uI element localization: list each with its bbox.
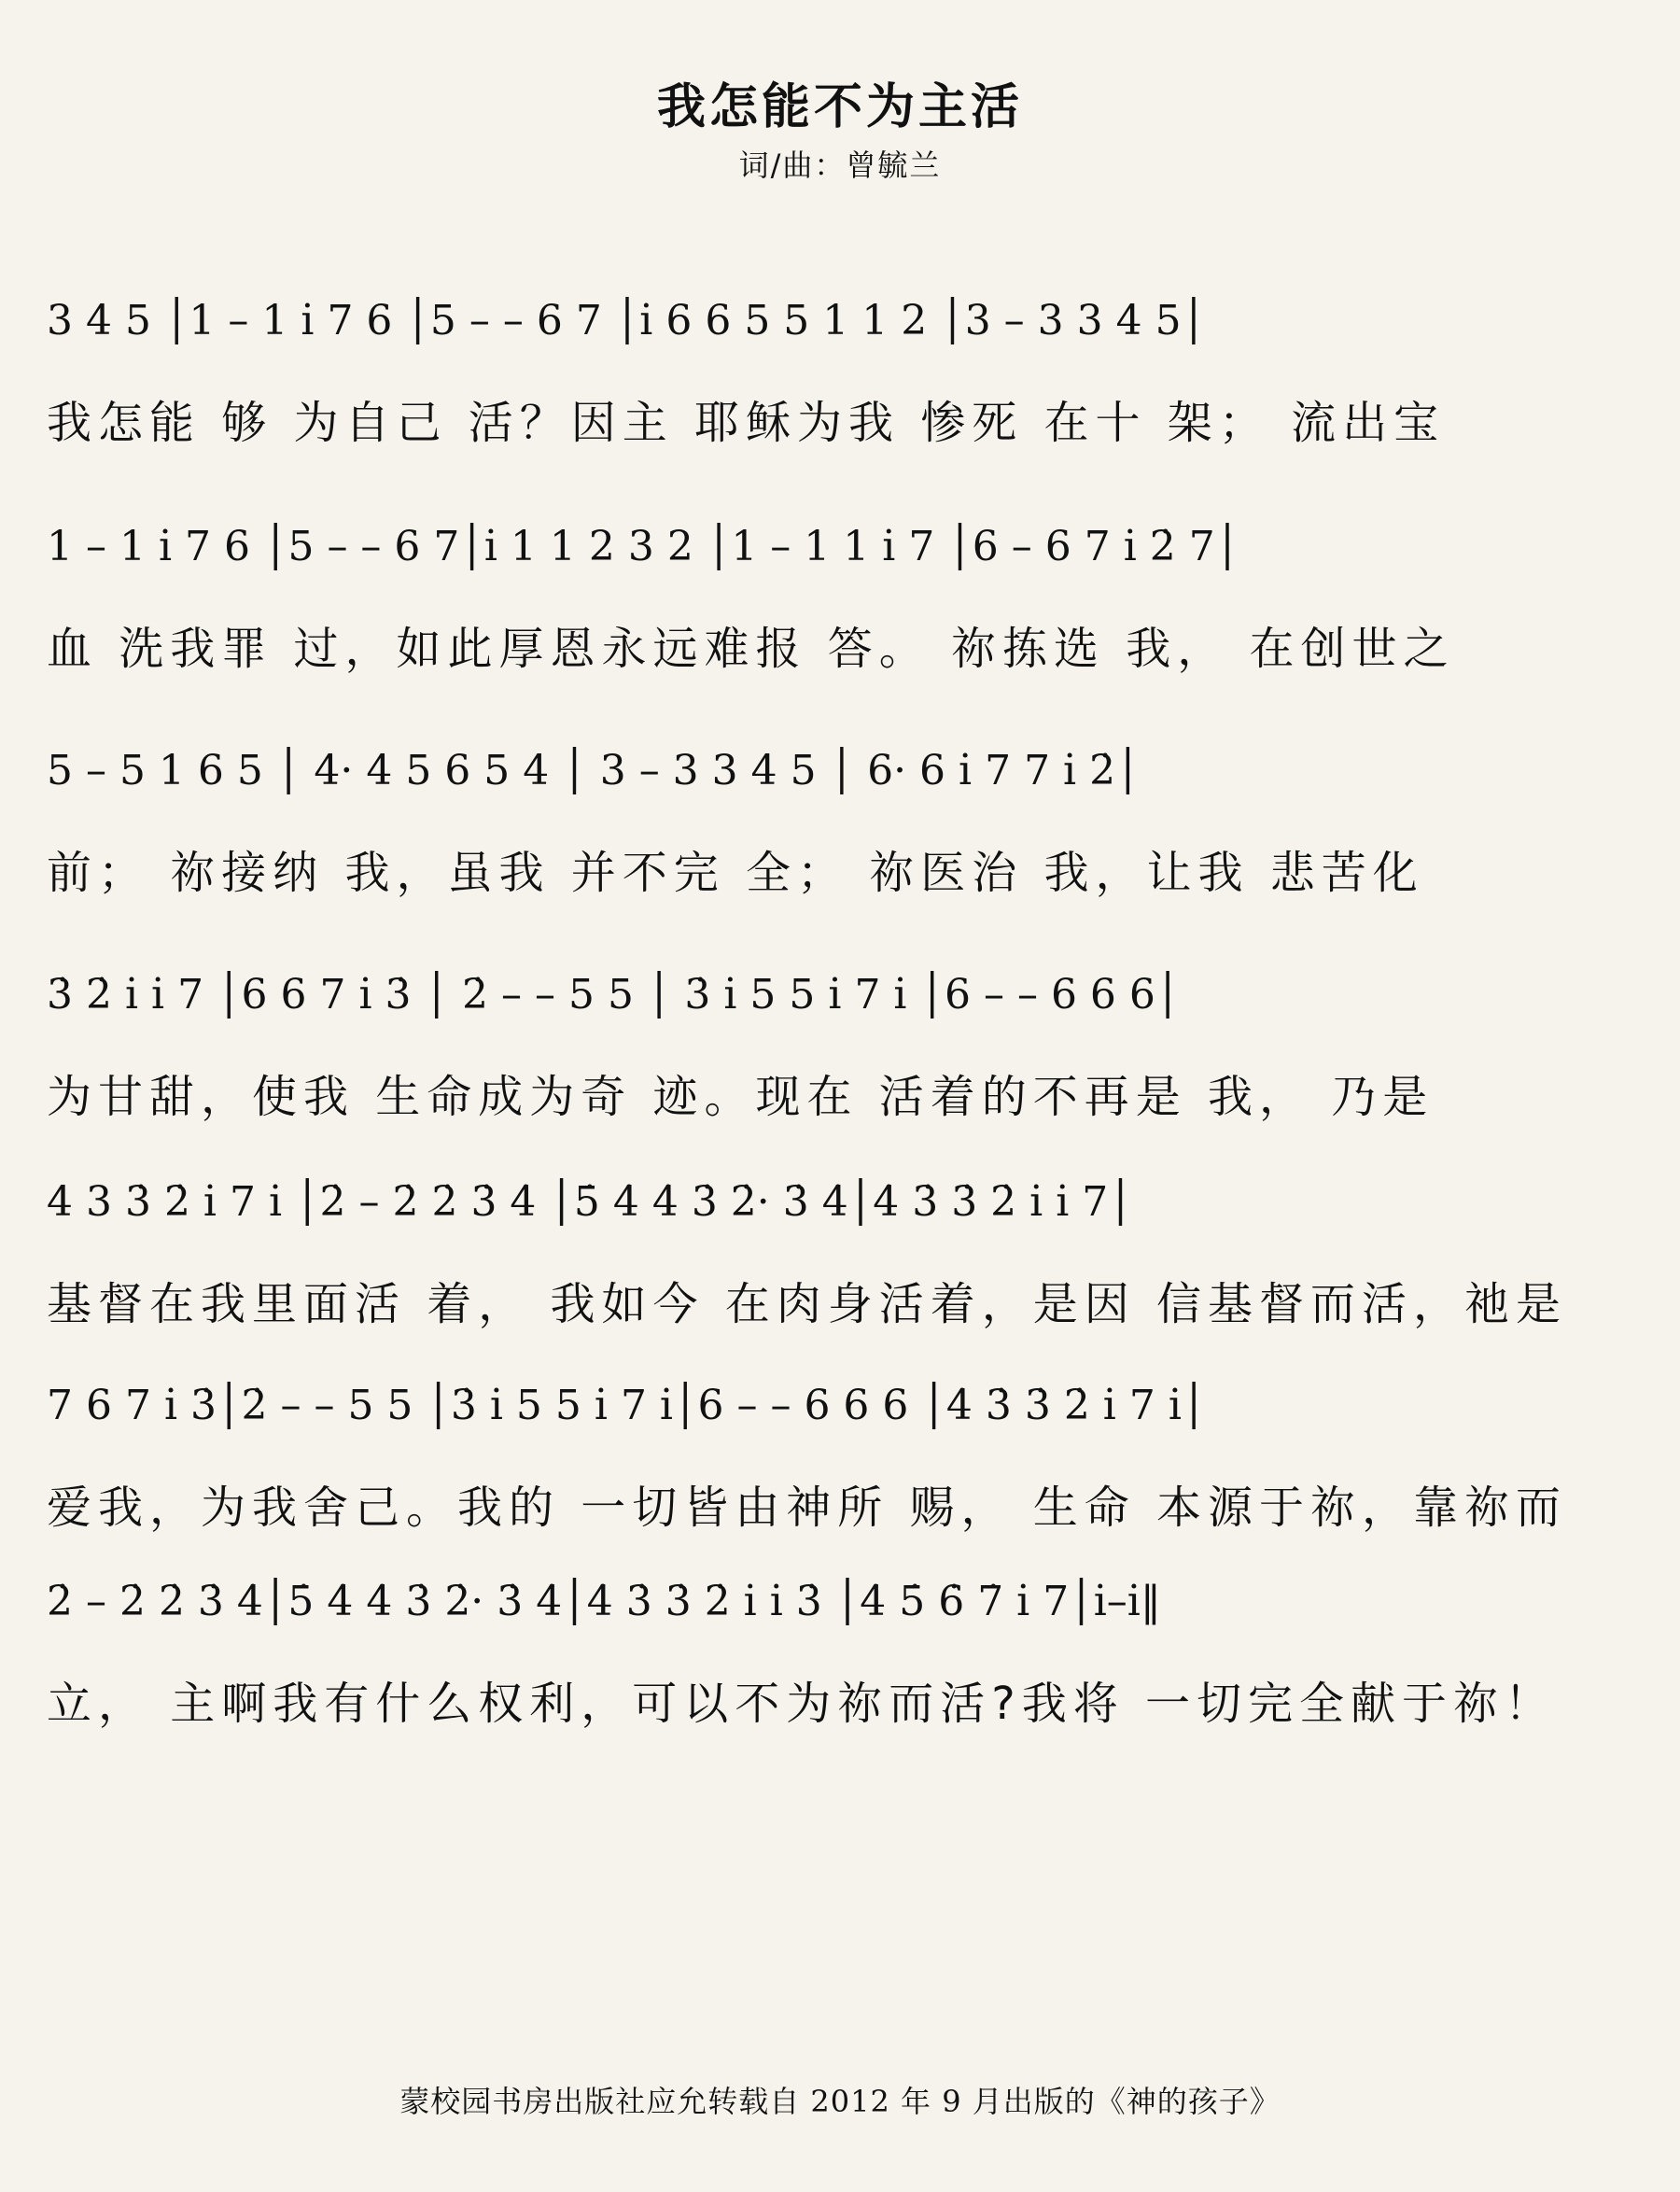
notation-line: 7 6 7 i̇ 3̇│2̇ – – 5 5 │3̇ i̇ 5 5 i̇ 7 i̇│6 – – 6 6 6 │4̇ 3̇ 3̇ 2̇ i̇ 7 i̇│: [47, 1382, 1207, 1429]
lyrics-line: 为甘甜，使我 生命成为奇 迹。现在 活着的不再是 我， 乃是: [47, 1071, 1435, 1123]
notation-line: 2̇ – 2̇ 2̇ 3̇ 4̇│5̇ 4̇ 4̇ 3̇ 2̇· 3̇ 4̇│4̇ 3̇ 3̇ 2̇ i̇ i̇ 3̇ │4̇ 5̇ 6̇ 7̇ i̇ 7│i̇–i̇‖: [47, 1578, 1161, 1625]
song-title: 我怎能不为主活: [656, 79, 1023, 135]
copyright-footer: 蒙校园书房出版社应允转载自 2012 年 9 月出版的《神的孩子》: [399, 2084, 1281, 2119]
notation-line: 5 – 5 1 6 5 │ 4· 4 5 6 5 4 │ 3 – 3 3 4 5 │ 6· 6 i̇ 7 7 i̇ 2̇│: [47, 747, 1141, 794]
song-credit: 词/曲：曾毓兰: [738, 148, 942, 183]
lyrics-line: 基督在我里面活 着， 我如今 在肉身活着，是因 信基督而活，祂是: [47, 1278, 1568, 1330]
notation-line: 1 – 1 i̇ 7 6 │5 – – 6 7│i̇ 1 1 2 3 2 │1 – 1 1 i̇ 7 │6 – 6 7 i̇ 2̇ 7│: [47, 523, 1240, 570]
lyrics-line: 血 洗我罪 过，如此厚恩永远难报 答。 祢拣选 我， 在创世之: [47, 623, 1455, 675]
lyrics-line: 前； 祢接纳 我，虽我 并不完 全； 祢医治 我，让我 悲苦化: [47, 847, 1424, 899]
lyrics-line: 我怎能 够 为自己 活？因主 耶稣为我 惨死 在十 架； 流出宝: [47, 397, 1446, 449]
lyrics-line: 爱我，为我舍己。我的 一切皆由神所 赐， 生命 本源于祢，靠祢而: [47, 1482, 1568, 1534]
notation-line: 3 4 5 │1 – 1 i̇ 7 6 │5 – – 6 7 │i̇ 6 6 5 5 1 1 2 │3 – 3 3 4 5│: [47, 297, 1207, 344]
notation-line: 3̇ 2̇ i̇ i̇ 7 │6 6 7 i̇ 3̇ │ 2̇ – – 5 5 │ 3̇ i̇ 5 5 i̇ 7 i̇ │6 – – 6 6 6│: [47, 971, 1181, 1019]
notation-line: 4 3 3̇ 2̇ i̇ 7 i̇ │2̇ – 2̇ 2̇ 3̇ 4̇ │5̇ 4̇ 4̇ 3̇ 2̇· 3̇ 4̇│4̇ 3̇ 3̇ 2̇ i̇ i̇ 7│: [47, 1178, 1133, 1226]
lyrics-line: 立， 主啊我有什么权利，可以不为祢而活?我将 一切完全献于祢！: [47, 1678, 1556, 1730]
